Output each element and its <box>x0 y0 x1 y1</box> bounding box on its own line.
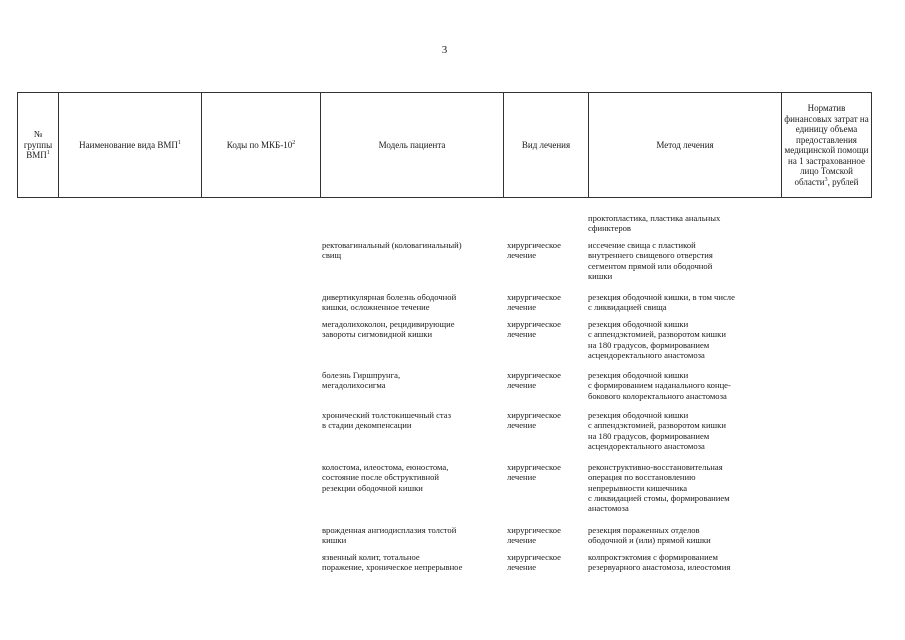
header-group-number-text: № группы ВМП <box>23 129 53 161</box>
row-2-kind: хирургическое лечение <box>507 292 561 313</box>
row-3-method: резекция ободочной кишки с аппендэктомией, разворотом кишки на 180 градусов, формированием асцендоректального анастомоза <box>588 319 726 360</box>
row-3-kind: хирургическое лечение <box>507 319 561 340</box>
row-1-model: ректовагинальный (коловагинальный) свищ <box>322 240 462 261</box>
row-5-kind: хирургическое лечение <box>507 410 561 431</box>
header-normative-text: Норматив финансовых затрат на единицу объема предоставления медицинской помощи на 1 застрахованное лицо Томской области <box>784 103 869 187</box>
row-7-method: резекция пораженных отделов ободочной и (или) прямой кишки <box>588 525 711 546</box>
footnote-mark: 1 <box>46 150 50 157</box>
row-4-kind: хирургическое лечение <box>507 370 561 391</box>
row-6-method: реконструктивно-восстановительная операция по восстановлению непрерывности кишечника с ликвидацией стомы, формированием анастомоза <box>588 462 730 514</box>
row-2-model: дивертикулярная болезнь ободочной кишки, осложненное течение <box>322 292 457 313</box>
row-0-method: проктопластика, пластика анальных сфинктеров <box>588 213 721 234</box>
row-8-model: язвенный колит, тотальное поражение, хроническое непрерывное <box>322 552 463 573</box>
row-5-method: резекция ободочной кишки с аппендэктомией, разворотом кишки на 180 градусов, формированием асцендоректального анастомоза <box>588 410 726 451</box>
row-1-method: иссечение свища с пластикой внутреннего свищевого отверстия сегментом прямой или ободочной кишки <box>588 240 713 281</box>
header-normative-unit: , рублей <box>827 176 859 187</box>
row-5-model: хронический толстокишечный стаз в стадии декомпенсации <box>322 410 451 431</box>
header-patient-model: Модель пациента <box>321 93 504 198</box>
page-number: 3 <box>441 44 448 56</box>
header-vmp-name <box>59 93 202 198</box>
header-vmp-name-text: Наименование вида ВМП <box>79 139 178 150</box>
header-treatment-method: Метод лечения <box>589 93 782 198</box>
header-treatment-kind: Вид лечения <box>504 93 589 198</box>
row-4-method: резекция ободочной кишки с формированием наданального конце- бокового колоректального анастомоза <box>588 370 731 401</box>
footnote-mark: 2 <box>292 139 296 146</box>
row-6-model: колостома, илеостома, еюностома, состояние после обструктивной резекции ободочной кишки <box>322 462 449 493</box>
row-1-kind: хирургическое лечение <box>507 240 561 261</box>
row-2-method: резекция ободочной кишки, в том числе с ликвидацией свища <box>588 292 735 313</box>
row-8-method: колпроктэктомия с формированием резервуарного анастомоза, илеостомия <box>588 552 731 573</box>
footnote-mark: 1 <box>177 139 181 146</box>
header-normative <box>782 93 872 198</box>
header-mkb-codes-text: Коды по МКБ-10 <box>226 139 293 150</box>
row-6-kind: хирургическое лечение <box>507 462 561 483</box>
row-8-kind: хирургическое лечение <box>507 552 561 573</box>
table-header <box>17 92 872 198</box>
row-7-model: врожденная ангиодисплазия толстой кишки <box>322 525 457 546</box>
row-4-model: болезнь Гиршпрунга, мегадолихосигма <box>322 370 401 391</box>
header-group-number <box>18 93 59 198</box>
footnote-mark: 3 <box>824 176 828 183</box>
row-7-kind: хирургическое лечение <box>507 525 561 546</box>
header-mkb-codes <box>202 93 321 198</box>
row-3-model: мегадолихоколон, рецидивирующие завороты сигмовидной кишки <box>322 319 455 340</box>
